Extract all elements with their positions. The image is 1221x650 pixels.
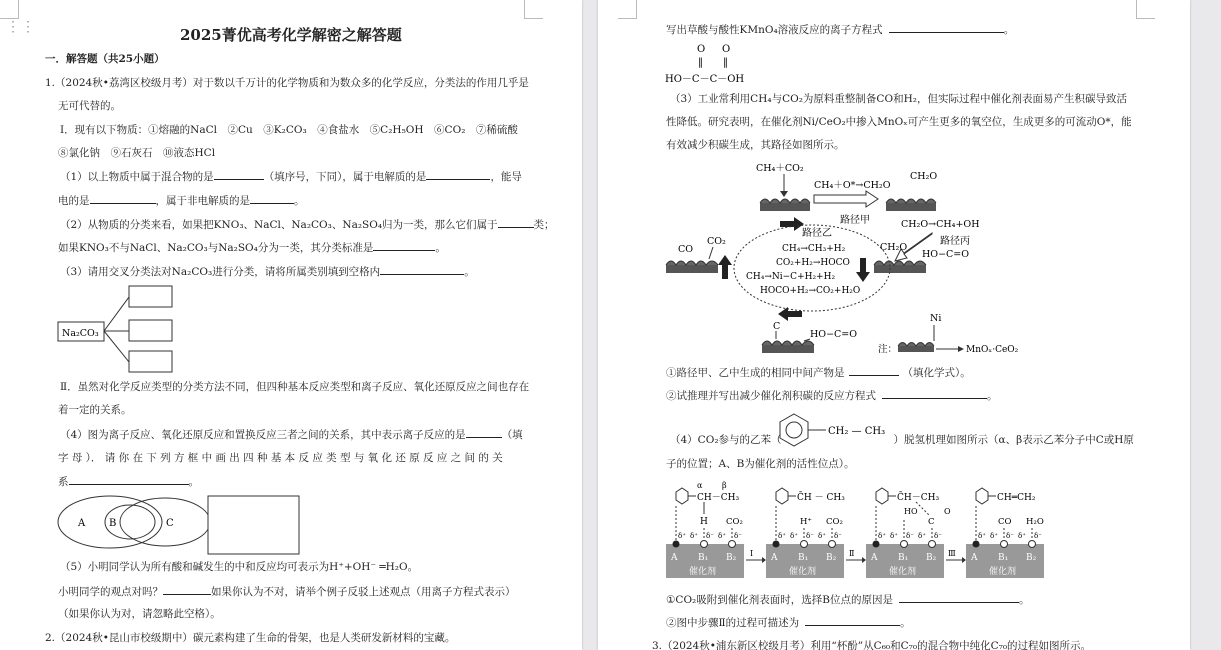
svg-text:A: A: [671, 553, 678, 563]
text: ①路径甲、乙中生成的相同中间产物是: [666, 367, 845, 379]
route-a-arrow: [814, 191, 878, 207]
q1-line: [58, 584, 516, 599]
q1-line: [58, 240, 446, 255]
answer-blank[interactable]: [426, 169, 490, 180]
svg-text:B₂: B₂: [1026, 553, 1037, 563]
ch2o-label: CH₂O: [880, 242, 908, 253]
svg-text:B₂: B₂: [726, 553, 737, 563]
svg-text:催化剂: 催化剂: [789, 567, 817, 577]
bond-line: [709, 247, 713, 259]
svg-text:B₁: B₁: [998, 553, 1009, 563]
answer-blank[interactable]: [899, 592, 1019, 603]
venn-label-a: A: [78, 518, 86, 529]
text-line: [666, 615, 911, 630]
step-1-label: Ⅰ: [750, 549, 754, 558]
stage-3: [866, 488, 951, 578]
text: 类；: [533, 219, 555, 231]
step-3-label: Ⅲ: [948, 549, 956, 558]
text: ，属于非电解质的是: [155, 195, 250, 207]
svg-text:δ⁻: δ⁻: [706, 532, 714, 540]
venn-label-c: C: [166, 518, 174, 529]
svg-text:催化剂: 催化剂: [689, 567, 717, 577]
q1-line: 1.（2024秋•荔湾区校级月考）对于数以千万计的化学物质和为数众多的化学反应，分类法的作用几乎是: [45, 77, 529, 89]
svg-text:B₂: B₂: [826, 553, 837, 563]
answer-blank[interactable]: [889, 22, 1004, 33]
page-title: 2025菁优高考化学解密之解答题: [180, 26, 402, 44]
q1-line: 无可代替的。: [58, 100, 121, 112]
beta-label: β: [722, 481, 727, 490]
stage2-chain: C̄H － CH₃: [797, 493, 845, 503]
svg-text:δ⁺: δ⁺: [690, 532, 698, 540]
arrow-right-icon: [862, 557, 866, 563]
arrow-down-icon: [780, 191, 788, 197]
ethyl-chain: CH₂ — CH₃: [828, 426, 886, 437]
text-line: 子的位置；A、B为催化剂的活性位点）。: [666, 458, 855, 470]
catalyst-legend-surface: [898, 343, 934, 353]
route-a-reaction: CH₄＋O*→CH₂O: [814, 180, 891, 191]
text: （4）CO₂参与的乙苯（: [670, 434, 782, 446]
step-2-label: Ⅱ: [849, 549, 855, 558]
co2-label: CO₂: [707, 236, 726, 247]
co2-label: CO₂: [726, 517, 743, 527]
answer-blank[interactable]: [849, 365, 899, 376]
benzene-circle: [786, 422, 802, 438]
text: 系: [58, 476, 69, 488]
carbon-deposition-pathway-diagram: [664, 155, 1034, 360]
stage-1: [666, 481, 744, 578]
route-b-equation: CO₂+H₂→HOCO: [776, 258, 850, 268]
svg-text:δ⁺: δ⁺: [990, 532, 998, 540]
na2co3-label: Na₂CO₃: [62, 328, 99, 339]
crop-mark: [524, 0, 543, 19]
text: 电的是: [58, 195, 90, 207]
text: （填序号，下同），属于电解质的是: [263, 171, 427, 183]
text: 小明同学的观点对吗？: [58, 586, 163, 598]
text: 。: [294, 195, 305, 207]
arrow-left-icon: [778, 307, 802, 321]
svg-text:δ⁺: δ⁺: [790, 532, 798, 540]
text: 。: [900, 617, 911, 629]
svg-text:δ⁺: δ⁺: [778, 532, 786, 540]
benzene-ring-icon: [780, 414, 808, 446]
svg-text:δ⁺: δ⁺: [818, 532, 826, 540]
left-page: [0, 0, 582, 650]
venn-diagram: [55, 490, 305, 560]
svg-text:δ⁻: δ⁻: [734, 532, 742, 540]
svg-text:B₁: B₁: [698, 553, 709, 563]
route-a-label: 路径甲: [840, 215, 870, 226]
answer-blank[interactable]: [69, 474, 189, 485]
route-b-equation: CH₄→Ni−C+H₂+H₂: [746, 272, 836, 282]
h-label: H: [700, 517, 708, 527]
text: 。: [435, 242, 446, 254]
text-line: [666, 592, 1029, 607]
svg-text:B₁: B₁: [798, 553, 809, 563]
co-label: CO: [678, 244, 694, 255]
ethylbenzene-structure: [774, 408, 890, 452]
text: ②图中步骤Ⅱ的过程可描述为: [666, 617, 800, 629]
drag-handle-icon[interactable]: ⋮⋮: [6, 19, 36, 35]
text-line: [666, 22, 1014, 37]
text: 如果KNO₃不与NaCl、Na₂CO₃与Na₂SO₄分为一类，其分类标准是: [58, 242, 374, 254]
arrow-line: [104, 297, 129, 331]
answer-blank[interactable]: [466, 427, 502, 438]
answer-blank[interactable]: [380, 264, 464, 275]
arrow-right-icon: [958, 346, 964, 352]
o-label: O: [944, 507, 951, 516]
co2-label: CO₂: [826, 517, 843, 527]
text: ②试推理并写出减少催化剂积碳的反应方程式: [666, 390, 876, 402]
svg-text:δ⁺: δ⁺: [978, 532, 986, 540]
text: ）脱氢机理如图所示（α、β表示乙苯分子中C或H原: [893, 434, 1134, 446]
alpha-label: α: [697, 481, 703, 490]
text: （3）请用交叉分类法对Na₂CO₃进行分类，请将所属类别填到空格内: [60, 266, 381, 278]
q1-line: （5）小明同学认为所有酸和碱发生的中和反应均可表示为H⁺+OH⁻ ═H₂O。: [60, 561, 419, 573]
svg-text:催化剂: 催化剂: [889, 567, 917, 577]
svg-text:δ⁻: δ⁻: [906, 532, 914, 540]
hoco-label: HO−C=O: [810, 329, 858, 340]
answer-blank[interactable]: [882, 388, 987, 399]
text: 写出草酸与酸性KMnO₄溶液反应的离子方程式: [666, 24, 883, 36]
q1-line: 字 母 ）． 请 你 在 下 列 方 框 中 画 出 四 种 基 本 反 应 类 型 与 氧 化 还 原 反 应 之 间 的 关: [58, 452, 503, 464]
q1-line: [58, 474, 199, 489]
arrow-right-icon: [780, 217, 804, 231]
q1-line: Ⅰ．现有以下物质：①熔融的NaCl ②Cu ③K₂CO₃ ④食盐水 ⑤C₂H₅OH ⑥CO₂ ⑦稀硫酸: [60, 124, 518, 136]
hoco-label: HO−C=O: [922, 249, 970, 260]
text-line: [666, 365, 971, 380]
catalyst-surface: [886, 199, 936, 211]
benzene-ring-icon: [676, 488, 688, 504]
svg-text:δ⁻: δ⁻: [834, 532, 842, 540]
stage-4: [966, 488, 1044, 578]
arrow-right-icon: [762, 557, 766, 563]
q1-line: Ⅱ．虽然对化学反应类型的分类方法不同，但四种基本反应类型和离子反应、氧化还原反应之间也存在: [60, 381, 530, 393]
answer-drawing-box[interactable]: [208, 496, 299, 554]
svg-text:δ⁻: δ⁻: [1006, 532, 1014, 540]
venn-ellipse-c: [120, 498, 210, 546]
svg-text:δ⁺: δ⁺: [678, 532, 686, 540]
catalyst-surface: [762, 341, 814, 353]
svg-text:A: A: [871, 553, 878, 563]
stage3-chain: C̄H－CH₃: [897, 493, 940, 503]
h2o-label: H₂O: [1026, 517, 1044, 527]
svg-text:δ⁺: δ⁺: [890, 532, 898, 540]
text: （填化学式）。: [902, 367, 971, 379]
benzene-ring-icon: [976, 488, 988, 504]
answer-blank[interactable]: [498, 217, 534, 228]
oxygen-label: O: [722, 44, 731, 55]
double-bond: ‖: [723, 57, 728, 68]
answer-blank[interactable]: [90, 193, 156, 204]
svg-text:δ⁺: δ⁺: [918, 532, 926, 540]
svg-text:δ⁺: δ⁺: [1018, 532, 1026, 540]
co-label: CO: [998, 517, 1012, 527]
note-label: 注：: [878, 344, 898, 355]
q1-line: 着一定的关系。: [58, 404, 132, 416]
ch2o-label: CH₂O: [910, 171, 938, 182]
svg-text:B₂: B₂: [926, 553, 937, 563]
text: 如果你认为不对，请举个例子反驳上述观点（用离子方程式表示）: [211, 586, 516, 598]
section-heading: 一．解答题（共25小题）: [45, 53, 165, 65]
q2-line: 2.（2024秋•昆山市校级期中）碳元素构建了生命的骨架，也是人类研发新材料的宝藏。: [45, 632, 456, 644]
q1-line: （如果你认为对，请忽略此空格）。: [58, 608, 221, 620]
hplus-label: H⁺: [800, 517, 812, 527]
q1-line: [60, 264, 475, 279]
q1-line: ⑧氯化钠 ⑨石灰石 ⑩液态HCl: [58, 147, 216, 159]
category-box[interactable]: [129, 286, 172, 307]
crop-mark: [1136, 0, 1155, 19]
benzene-ring-icon: [876, 488, 888, 504]
text-line: （3）工业常利用CH₄与CO₂为原料重整制备CO和H₂，但实际过程中催化剂表面易产生积碳导致活: [670, 93, 1127, 105]
svg-text:δ⁺: δ⁺: [718, 532, 726, 540]
arrow-up-icon: [718, 255, 732, 279]
text: 。: [464, 266, 475, 278]
svg-text:催化剂: 催化剂: [989, 567, 1017, 577]
oxygen-label: O: [697, 44, 706, 55]
carbon-label: C: [773, 321, 781, 332]
text-line: 有效减少积碳生成，其路径如图所示。: [666, 139, 845, 151]
q1-line: [60, 427, 523, 442]
q1-line: [60, 217, 555, 232]
svg-text:δ⁺: δ⁺: [878, 532, 886, 540]
answer-blank[interactable]: [214, 169, 264, 180]
catalyst-surface: [760, 199, 810, 211]
crop-mark: [0, 0, 19, 19]
text: 。: [1018, 594, 1030, 606]
text: 。: [1003, 24, 1015, 36]
cross-classification-diagram: [55, 282, 185, 377]
answer-blank[interactable]: [250, 193, 294, 204]
ch2o-reaction: CH₂O→CH₄+OH: [901, 219, 980, 230]
crop-mark: [618, 0, 637, 19]
answer-blank[interactable]: [373, 240, 435, 251]
text: （2）从物质的分类来看，如果把KNO₃、NaCl、Na₂CO₃、Na₂SO₄归为一类，那么它们属于: [60, 219, 498, 231]
text: （1）以上物质中属于混合物的是: [60, 171, 214, 183]
c-label: C: [928, 517, 935, 527]
arrow-right-icon: [962, 557, 966, 563]
svg-text:δ⁻: δ⁻: [934, 532, 942, 540]
svg-text:δ⁻: δ⁻: [1034, 532, 1042, 540]
svg-text:A: A: [771, 553, 778, 563]
text-line: [666, 388, 998, 403]
venn-label-b: B: [109, 518, 117, 529]
right-page: [598, 0, 1190, 650]
ho-label: HO: [904, 507, 918, 516]
catalyst-surface: [666, 261, 718, 273]
text: ①CO₂吸附到催化剂表面时，选择B位点的原因是: [666, 594, 893, 606]
catalyst-surface: [874, 261, 926, 273]
category-box[interactable]: [129, 320, 172, 341]
category-box[interactable]: [129, 351, 172, 372]
text-line: 性降低。研究表明，在催化剂Ni/CeO₂中掺入MnOₓ可产生更多的氧空位，生成更多的可流动O*，能: [666, 116, 1132, 128]
ni-label: Ni: [930, 313, 942, 324]
text: （填: [501, 429, 523, 441]
text: 。: [987, 390, 998, 402]
q1-line: [58, 193, 305, 208]
text: ，能导: [490, 171, 522, 183]
svg-text:δ⁻: δ⁻: [806, 532, 814, 540]
benzene-ring-icon: [776, 488, 788, 504]
stage4-chain: CH═CH₂: [997, 493, 1036, 503]
q3-line: 3.（2024秋•浦东新区校级月考）利用“杯酚”从C₆₀和C₇₀的混合物中纯化C₇₀的过程如图所示。: [652, 640, 1092, 650]
arrow-line: [104, 331, 129, 362]
svg-text:A: A: [971, 553, 978, 563]
ch4-co2-label: CH₄＋CO₂: [756, 163, 804, 174]
text: （4）图为离子反应、氧化还原反应和置换反应三者之间的关系，其中表示离子反应的是: [60, 429, 466, 441]
text: 。: [188, 476, 199, 488]
text-line: [670, 433, 1134, 447]
route-b-equation: CH₄→CH₃+H₂: [782, 244, 846, 254]
route-b-equation: HOCO+H₂→CO₂+H₂O: [760, 286, 861, 296]
stage1-chain: CH－CH₃: [697, 493, 740, 503]
oxalic-chain: HO－C－C－OH: [665, 74, 745, 85]
answer-blank[interactable]: [163, 584, 211, 595]
arrow-down-icon: [856, 258, 870, 282]
route-c-label: 路径丙: [940, 236, 970, 247]
q1-line: [60, 169, 522, 184]
double-bond: ‖: [698, 57, 703, 68]
dehydrogenation-mechanism-diagram: [664, 480, 1056, 582]
mnox-ceo2-label: MnOₓ·CeO₂: [966, 345, 1019, 355]
oxalic-acid-structure: [664, 40, 784, 88]
stage-2: [766, 488, 845, 578]
route-b-label: 路径乙: [802, 228, 832, 239]
answer-blank[interactable]: [805, 615, 900, 626]
svg-text:B₁: B₁: [898, 553, 909, 563]
